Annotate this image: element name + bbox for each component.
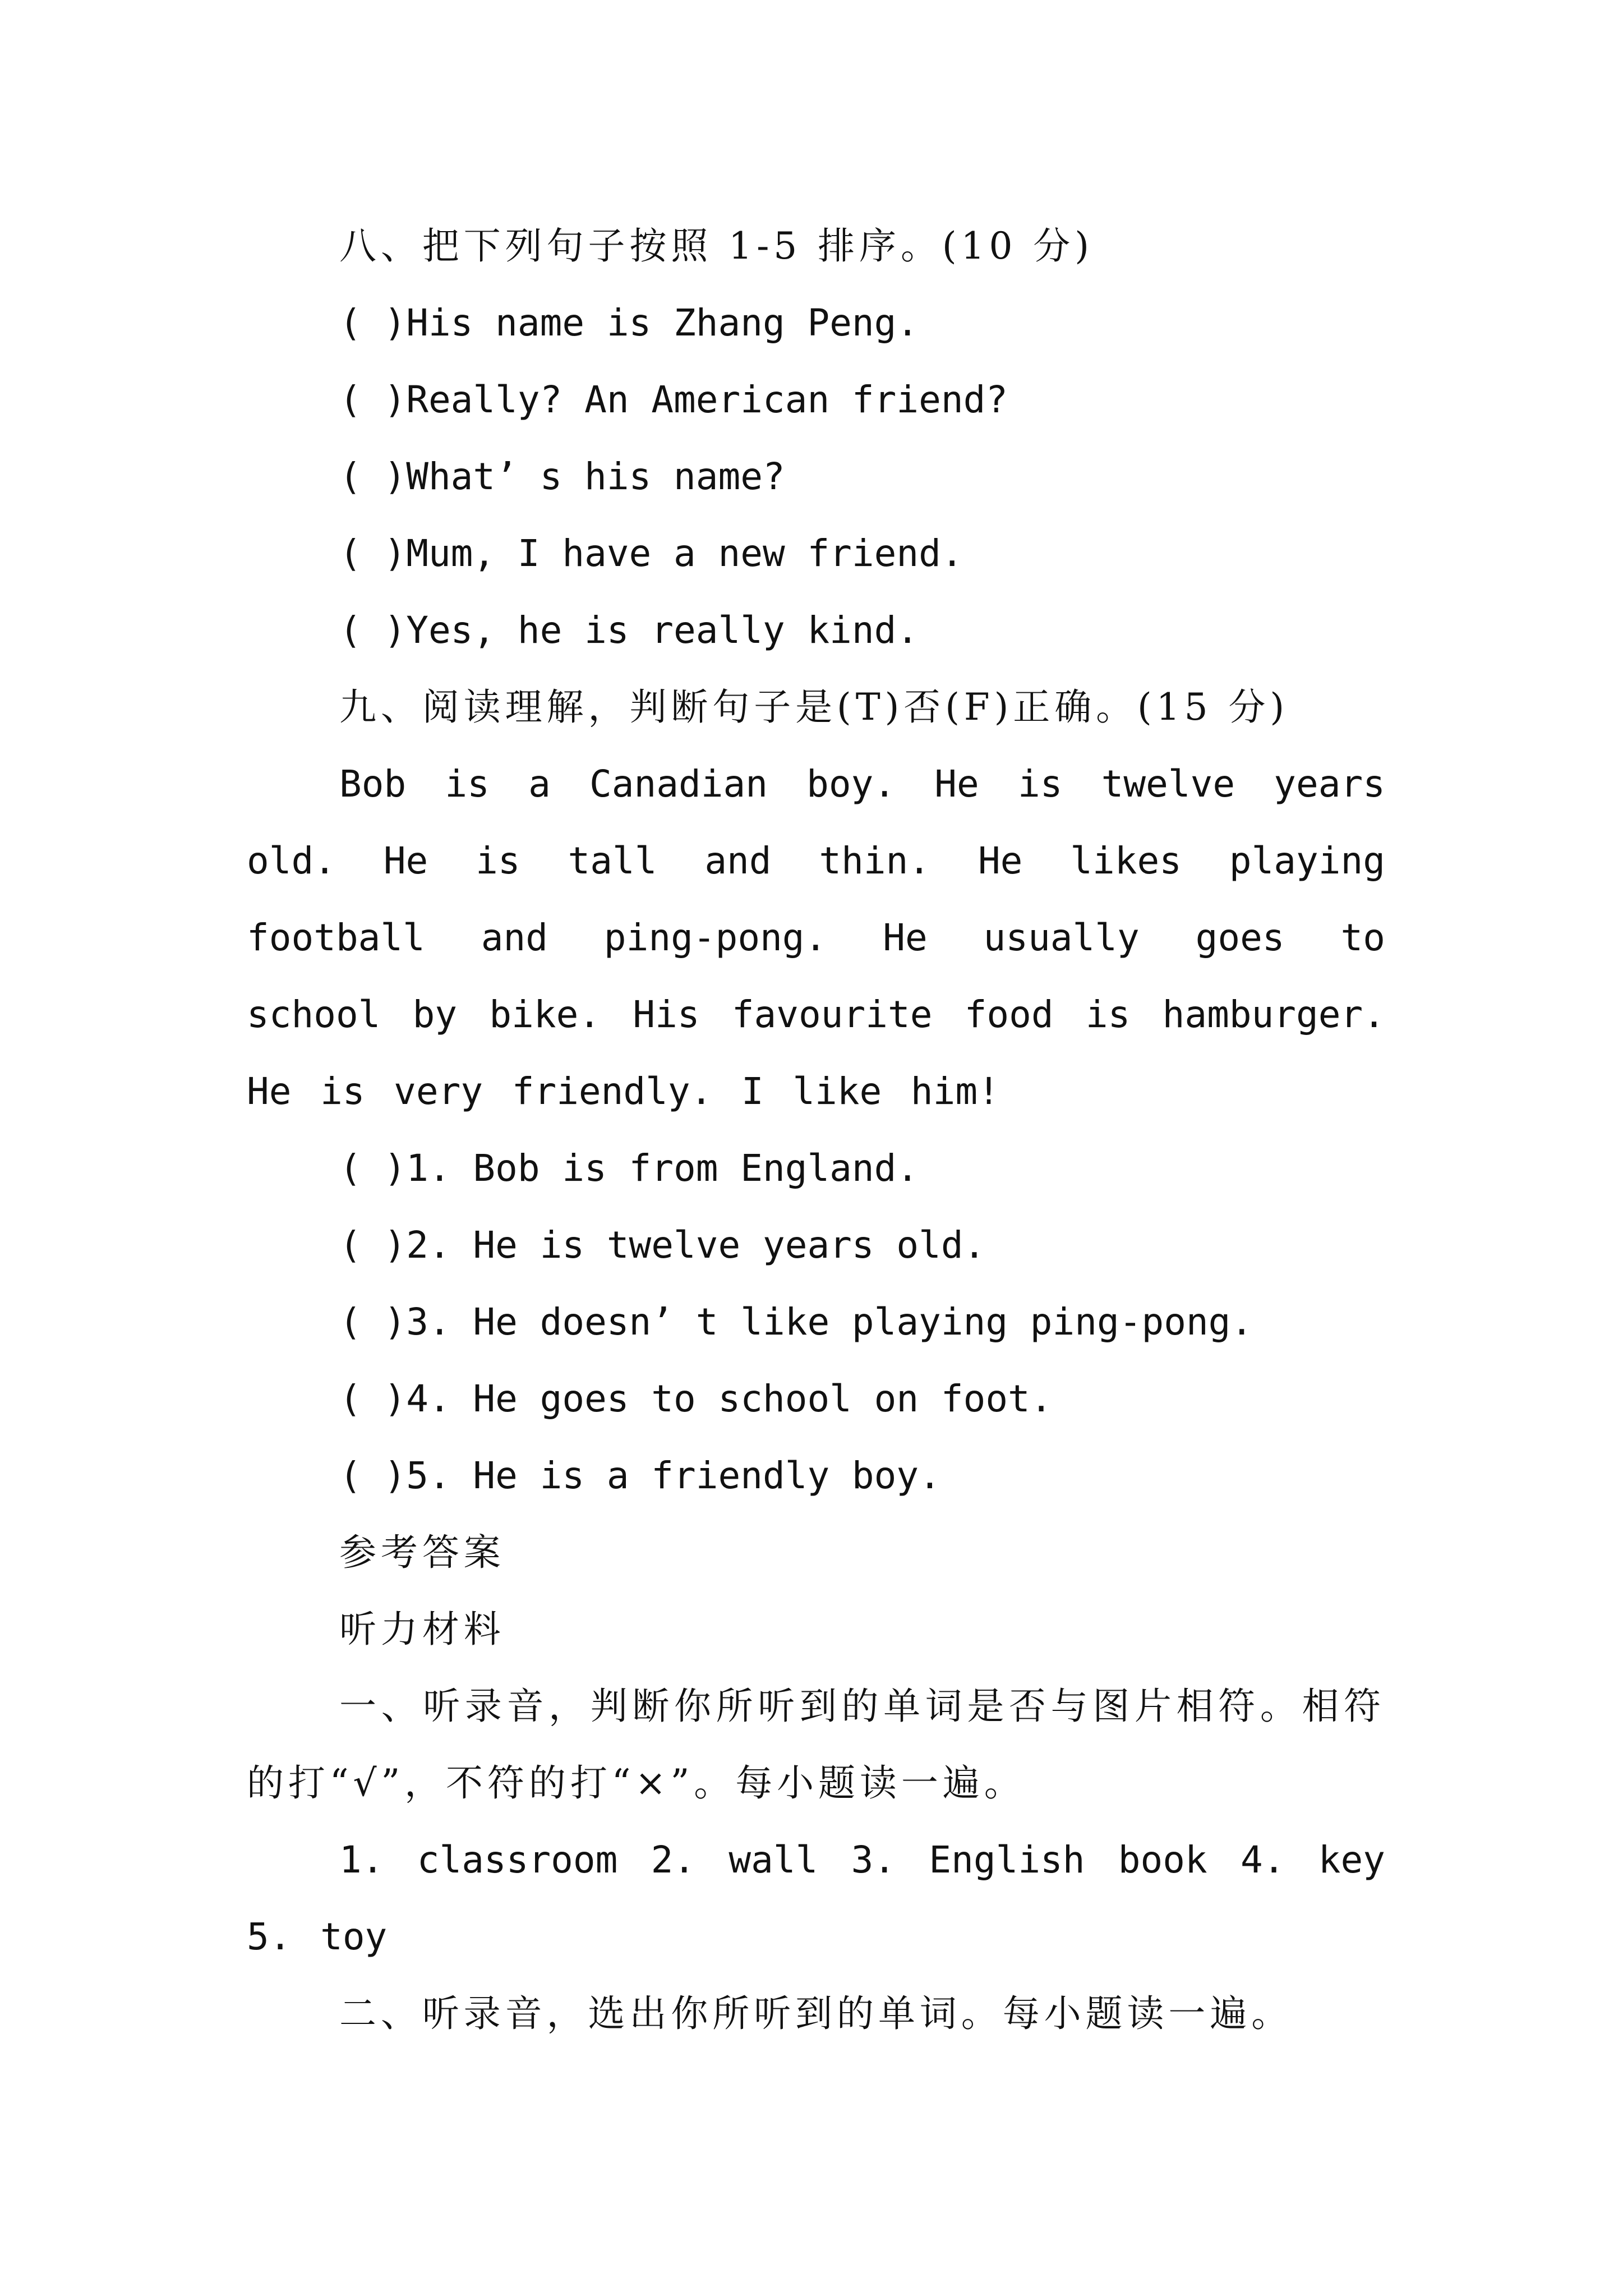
section-8-heading: 八、把下列句子按照 1-5 排序。(10 分) xyxy=(339,224,1094,268)
reading-passage: Bob is a Canadian boy. He is twelve years old. He is tall and thin. He likes playing football and ping-pong. He usually goes to school by bike. His favourite food is hamburger. He is very friendly. I like him! xyxy=(247,762,1385,1113)
document-content xyxy=(247,208,1385,2052)
ordering-item-4: ( )Mum, I have a new friend. xyxy=(339,532,963,575)
listening-part-2-instruction: 二、听录音，选出你所听到的单词。每小题读一遍。 xyxy=(339,1992,1293,2035)
section-9-heading: 九、阅读理解，判断句子是(T)否(F)正确。(15 分) xyxy=(339,685,1289,729)
true-false-question-2: ( )2. He is twelve years old. xyxy=(339,1223,986,1267)
ordering-item-3: ( )What’ s his name? xyxy=(339,455,785,498)
true-false-question-3: ( )3. He doesn’ t like playing ping-pong. xyxy=(339,1300,1253,1343)
true-false-question-1: ( )1. Bob is from England. xyxy=(339,1147,919,1190)
listening-part-1-instruction: 一、听录音，判断你所听到的单词是否与图片相符。相符的打“√”，不符的打“×”。每小题读一遍。 xyxy=(247,1685,1385,1805)
listening-part-1-words: 1. classroom 2. wall 3. English book 4. key 5. toy xyxy=(247,1838,1385,1958)
listening-material-title: 听力材料 xyxy=(339,1608,505,1651)
true-false-question-4: ( )4. He goes to school on foot. xyxy=(339,1377,1053,1420)
true-false-question-5: ( )5. He is a friendly boy. xyxy=(339,1454,941,1497)
ordering-item-5: ( )Yes, he is really kind. xyxy=(339,609,919,652)
ordering-item-2: ( )Really? An American friend? xyxy=(339,378,1008,421)
ordering-item-1: ( )His name is Zhang Peng. xyxy=(339,301,919,344)
answer-key-title: 参考答案 xyxy=(339,1531,505,1574)
